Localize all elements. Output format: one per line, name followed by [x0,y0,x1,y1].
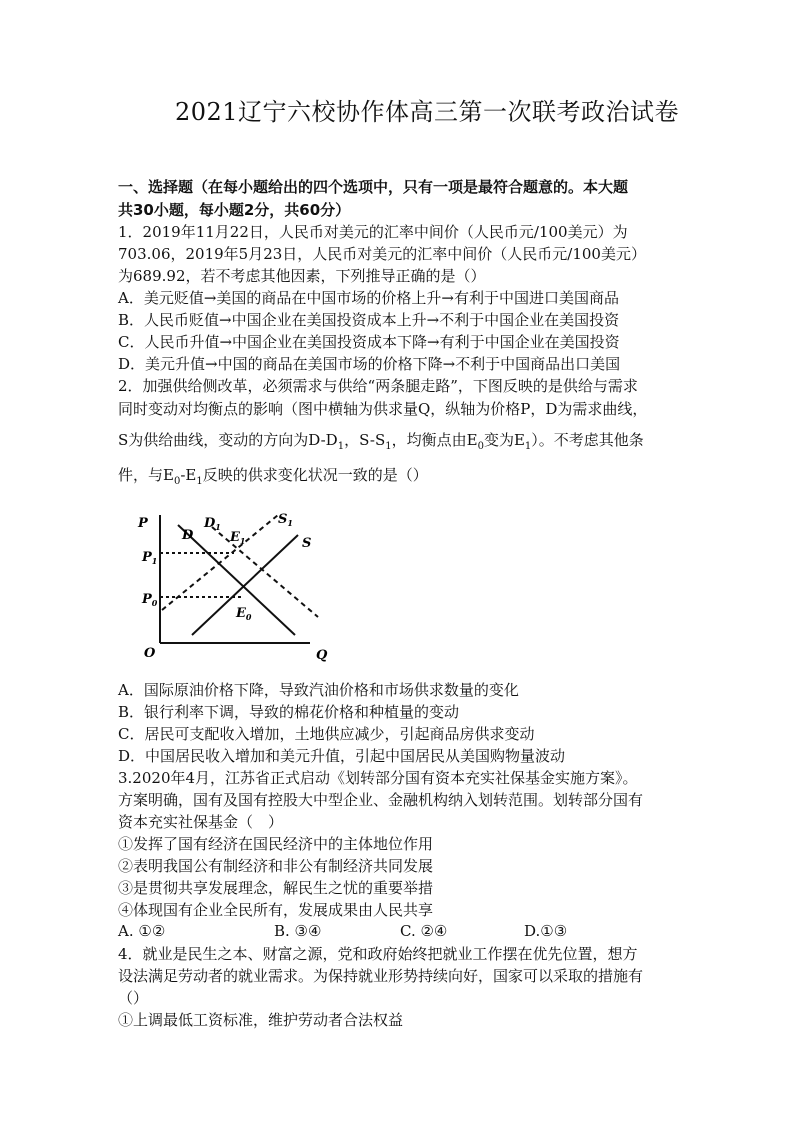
section-heading-line-1: 一、选择题（在每小题给出的四个选项中，只有一项是最符合题意的。本大题 [118,178,629,196]
q3-stem-line-2: 方案明确，国有及国有控股大中型企业、金融机构纳入划转范围。划转部分国有 [118,791,644,809]
q3-choice-d: D.①③ [524,922,568,940]
section-heading-line-2: 共30小题，每小题2分，共60分） [118,201,351,219]
q2-option-a: A．国际原油价格下降，导致汽油价格和市场供求数量的变化 [118,681,519,699]
axis-label-q: Q [316,648,328,663]
q3-choice-b: B. ③④ [274,922,322,940]
q4-stem-line-3: （） [118,989,149,1007]
q4-item-1: ①上调最低工资标准，维护劳动者合法权益 [118,1011,404,1029]
q1-option-d: D．美元升值→中国的商品在美国市场的价格下降→不利于中国商品出口美国 [118,355,621,373]
label-s1: $S_1$ [278,512,293,528]
q3-item-4: ④体现国有企业全民所有，发展成果由人民共享 [118,901,434,919]
q2-option-b: B．银行利率下调，导致的棉花价格和种植量的变动 [118,703,460,721]
origin-label: O [144,646,156,661]
q3-item-3: ③是贯彻共享发展理念，解民生之忧的重要举措 [118,879,434,897]
q1-option-b: B．人民币贬值→中国企业在美国投资成本上升→不利于中国企业在美国投资 [118,311,620,329]
axis-label-p: P [138,516,148,531]
supply-demand-graph [130,505,340,665]
label-p1: $P_1$ [142,550,158,566]
q3-item-1: ①发挥了国有经济在国民经济中的主体地位作用 [118,835,434,853]
q3-stem-line-1: 3.2020年4月，江苏省正式启动《划转部分国有资本充实社保基金实施方案》。 [118,769,638,787]
q2-stem-line-4: 件，与$E_0-E_1$反映的供求变化状况一致的是（） [118,466,428,487]
page-title: 2021辽宁六校协作体高三第一次联考政治试卷 [174,98,680,126]
label-p0: $P_0$ [142,592,158,608]
label-d1: $D_1$ [204,516,221,532]
q1-option-c: C．人民币升值→中国企业在美国投资成本下降→有利于中国企业在美国投资 [118,333,620,351]
q3-choice-c: C. ②④ [400,922,448,940]
q3-stem-line-3: 资本充实社保基金（ ） [118,813,284,831]
q4-stem-line-1: 4．就业是民生之本、财富之源，党和政府始终把就业工作摆在优先位置，想方 [118,945,638,963]
q1-stem-line-3: 为689.92，若不考虑其他因素，下列推导正确的是（） [118,267,486,285]
q1-option-a: A．美元贬值→美国的商品在中国市场的价格上升→有利于中国进口美国商品 [118,289,619,307]
q2-stem-line-3: S为供给曲线，变动的方向为$D-D_1$，$S-S_1$，均衡点由$E_0$变为$E_1$）。不考虑其他条 [118,431,644,452]
q2-stem-line-2: 同时变动对均衡点的影响（图中横轴为供求量Q，纵轴为价格P，D为需求曲线， [118,400,648,418]
q3-item-2: ②表明我国公有制经济和非公有制经济共同发展 [118,857,434,875]
q2-option-d: D．中国居民收入增加和美元升值，引起中国居民从美国购物量波动 [118,747,566,765]
label-s: S [302,536,312,551]
q3-choice-a: A. ①② [118,922,166,940]
label-e1: $E_1$ [230,530,246,546]
q2-stem-line-1: 2．加强供给侧改革，必须需求与供给“两条腿走路”，下图反映的是供给与需求 [118,377,638,395]
q1-stem-line-1: 1．2019年11月22日，人民币对美元的汇率中间价（人民币元/100美元）为 [118,223,628,241]
q1-stem-line-2: 703.06，2019年5月23日，人民币对美元的汇率中间价（人民币元/100美元） [118,245,646,263]
q2-option-c: C．居民可支配收入增加，土地供应减少，引起商品房供求变动 [118,725,535,743]
label-d: D [182,528,194,543]
q4-stem-line-2: 设法满足劳动者的就业需求。为保持就业形势持续向好，国家可以采取的措施有 [118,967,644,985]
label-e0: $E_0$ [236,606,252,622]
